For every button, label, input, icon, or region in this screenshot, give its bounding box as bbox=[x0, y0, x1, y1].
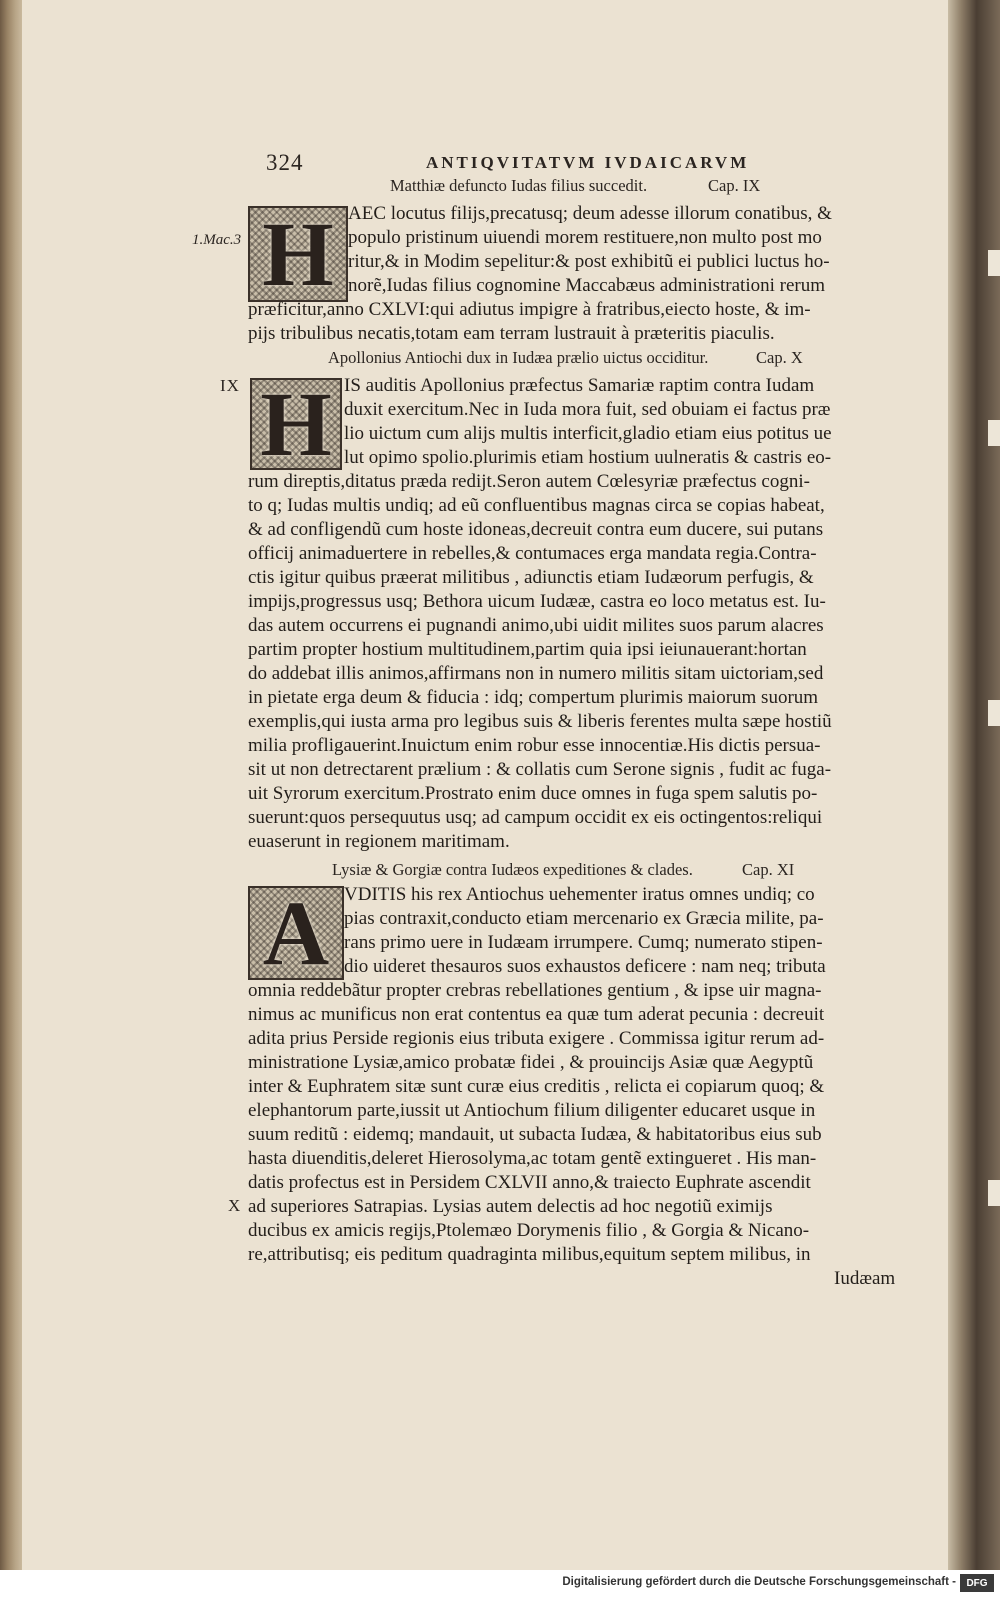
margin-reference: 1.Mac.3 bbox=[192, 232, 242, 248]
page-tab-marker bbox=[988, 420, 1000, 446]
book-page bbox=[22, 0, 948, 1570]
page-number: 324 bbox=[266, 150, 304, 175]
chapter-heading-text: Lysiæ & Gorgiæ contra Iudæos expeditiones & clades. bbox=[332, 860, 693, 879]
page-tab-marker bbox=[988, 250, 1000, 276]
text-line: officij animaduertere in rebelles,& contumaces erga mandata regia.Contra- bbox=[248, 543, 817, 564]
text-line: duxit exercitum.Nec in Iuda mora fuit, sed obuiam ei factus præ bbox=[344, 399, 831, 420]
initial-letter: H bbox=[262, 203, 334, 305]
chapter-number: Cap. IX bbox=[708, 176, 761, 195]
catchword: Iudæam bbox=[834, 1268, 896, 1289]
chapter-number: Cap. XI bbox=[742, 860, 795, 879]
footer-credit: Digitalisierung gefördert durch die Deutsche Forschungsgemeinschaft - bbox=[562, 1576, 956, 1588]
text-line: pias contraxit,conducto etiam mercenario ex Græcia milite, pa- bbox=[344, 908, 824, 929]
footer-bar bbox=[0, 1570, 1000, 1598]
decorated-initial bbox=[250, 373, 342, 475]
text-line: datis profectus est in Persidem CXLVII anno,& traiecto Euphrate ascendit bbox=[248, 1172, 811, 1193]
initial-letter: A bbox=[262, 882, 330, 984]
text-line: præficitur,anno CXLVI:qui adiutus impigre à fratribus,eiecto hoste, & im- bbox=[248, 299, 811, 320]
initial-letter: H bbox=[260, 373, 332, 475]
text-line: das autem occurrens ei pugnandi animo,ubi uidit milites suos parum alacres bbox=[248, 615, 824, 636]
text-line: ad superiores Satrapias. Lysias autem delectis ad hoc negotiũ eximijs bbox=[248, 1196, 773, 1217]
chapter-heading-text: Matthiæ defuncto Iudas filius succedit. bbox=[390, 176, 648, 195]
text-line: ritur,& in Modim sepelitur:& post exhibitũ ei publici luctus ho- bbox=[348, 251, 830, 272]
chapter-heading bbox=[328, 348, 803, 368]
text-line: exemplis,qui iusta arma pro legibus suis & liberis ferentes multa sæpe hostiũ bbox=[248, 711, 832, 732]
text-line: norẽ,Iudas filius cognomine Maccabæus administrationi rerum bbox=[348, 275, 825, 296]
text-line: to q; Iudas multis undiq; ad eũ confluentibus magnas circa se copias habeat, bbox=[248, 495, 825, 516]
book-edge-right bbox=[948, 0, 1000, 1570]
text-line: in pietate erga deum & fiducia : idq; compertum plurimis maiorum suorum bbox=[248, 687, 819, 708]
text-line: AEC locutus filijs,precatusq; deum adesse illorum conatibus, & bbox=[348, 203, 832, 224]
text-line: ducibus ex amicis regijs,Ptolemæo Dorymenis filio , & Gorgia & Nicano- bbox=[248, 1220, 810, 1241]
text-line: lut opimo spolio.plurimis etiam hostium uulneratis & castris eo- bbox=[344, 447, 832, 468]
text-line: rum direptis,ditatus præda redijt.Seron autem Cœlesyriæ præfectus cogni- bbox=[248, 471, 810, 492]
margin-number: IX bbox=[220, 376, 240, 395]
chapter-heading bbox=[390, 176, 761, 196]
text-line: suerunt:quos persequutus usq; ad campum occidit ex eis octingentos:reliqui bbox=[248, 807, 823, 828]
text-line: partim propter hostium multitudinem,partim quia ipsi ieiunauerant:hortan bbox=[248, 639, 807, 660]
text-line: impijs,progressus usq; Bethora uicum Iudææ, castra eo loco metatus est. Iu- bbox=[248, 591, 826, 612]
page-tab-marker bbox=[988, 700, 1000, 726]
text-line: ministratione Lysiæ,amico probatæ fidei , & prouincijs Asiæ quæ Aegyptũ bbox=[248, 1052, 814, 1073]
page-tab-marker bbox=[988, 1180, 1000, 1206]
text-line: IS auditis Apollonius præfectus Samariæ raptim contra Iudam bbox=[344, 375, 815, 396]
dfg-logo-icon: DFG bbox=[960, 1574, 994, 1592]
text-line: rans primo uere in Iudæam irrumpere. Cumq; numerato stipen- bbox=[344, 932, 823, 953]
chapter-number: Cap. X bbox=[756, 348, 803, 367]
text-line: euaserunt in regionem maritimam. bbox=[248, 831, 510, 852]
text-line: uit Syrorum exercitum.Prostrato enim duce omnes in fuga spem salutis po- bbox=[248, 783, 818, 804]
text-line: milia profligauerint.Inuictum enim robur esse innocentiæ.His dictis persua- bbox=[248, 735, 821, 756]
text-line: dio uideret thesauros suos exhaustos deficere : nam neq; tributa bbox=[344, 956, 826, 977]
text-line: nimus ac munificus non erat contentus ea quæ tum aderat pecunia : decreuit bbox=[248, 1004, 825, 1025]
text-line: adita prius Perside regionis eius tributa exigere . Commissa igitur rerum ad- bbox=[248, 1028, 825, 1049]
decorated-initial bbox=[248, 203, 348, 305]
text-line: VDITIS his rex Antiochus uehementer iratus omnes undiq; co bbox=[344, 884, 815, 905]
text-line: lio uictum cum alijs multis interficit,gladio etiam eius potitus ue bbox=[344, 423, 832, 444]
text-line: hasta diuenditis,deleret Hierosolyma,ac totam gentẽ extingueret . His man- bbox=[248, 1148, 817, 1169]
running-title: ANTIQVITATVM IVDAICARVM bbox=[426, 153, 750, 172]
text-line: pijs tribulibus necatis,totam eam terram lustrauit à præteritis piaculis. bbox=[248, 323, 775, 344]
text-line: elephantorum parte,iussit ut Antiochum filium diligenter educaret usque in bbox=[248, 1100, 816, 1121]
chapter-heading-text: Apollonius Antiochi dux in Iudæa prælio uictus occiditur. bbox=[328, 348, 709, 367]
chapter-heading bbox=[332, 860, 795, 880]
margin-number: X bbox=[228, 1196, 242, 1215]
text-line: inter & Euphratem sitæ sunt curæ eius creditis , relicta ei copiarum quoq; & bbox=[248, 1076, 825, 1097]
text-line: & ad confligendũ cum hoste idoneas,decreuit contra eum ducere, sui putans bbox=[248, 519, 824, 540]
text-line: ctis igitur quibus præerat militibus , adiunctis etiam Iudæorum perfugis, & bbox=[248, 567, 814, 588]
text-line: re,attributisq; eis peditum quadraginta milibus,equitum septem milibus, in bbox=[248, 1244, 811, 1265]
text-line: populo pristinum uiuendi morem restituere,non multo post mo bbox=[348, 227, 822, 248]
decorated-initial bbox=[248, 882, 344, 984]
text-line: omnia reddebãtur propter crebras rebellationes gentium , & ipse uir magna- bbox=[248, 980, 822, 1001]
text-line: sit ut non detrectarent prælium : & collatis cum Serone signis , fudit ac fuga- bbox=[248, 759, 832, 780]
text-line: do addebat illis animos,affirmans non in numero militis sitam uictoriam,sed bbox=[248, 663, 824, 684]
text-line: suum reditũ : eidemq; mandauit, ut subacta Iudæa, & habitatoribus eius sub bbox=[248, 1124, 822, 1145]
book-edge-left bbox=[0, 0, 22, 1570]
